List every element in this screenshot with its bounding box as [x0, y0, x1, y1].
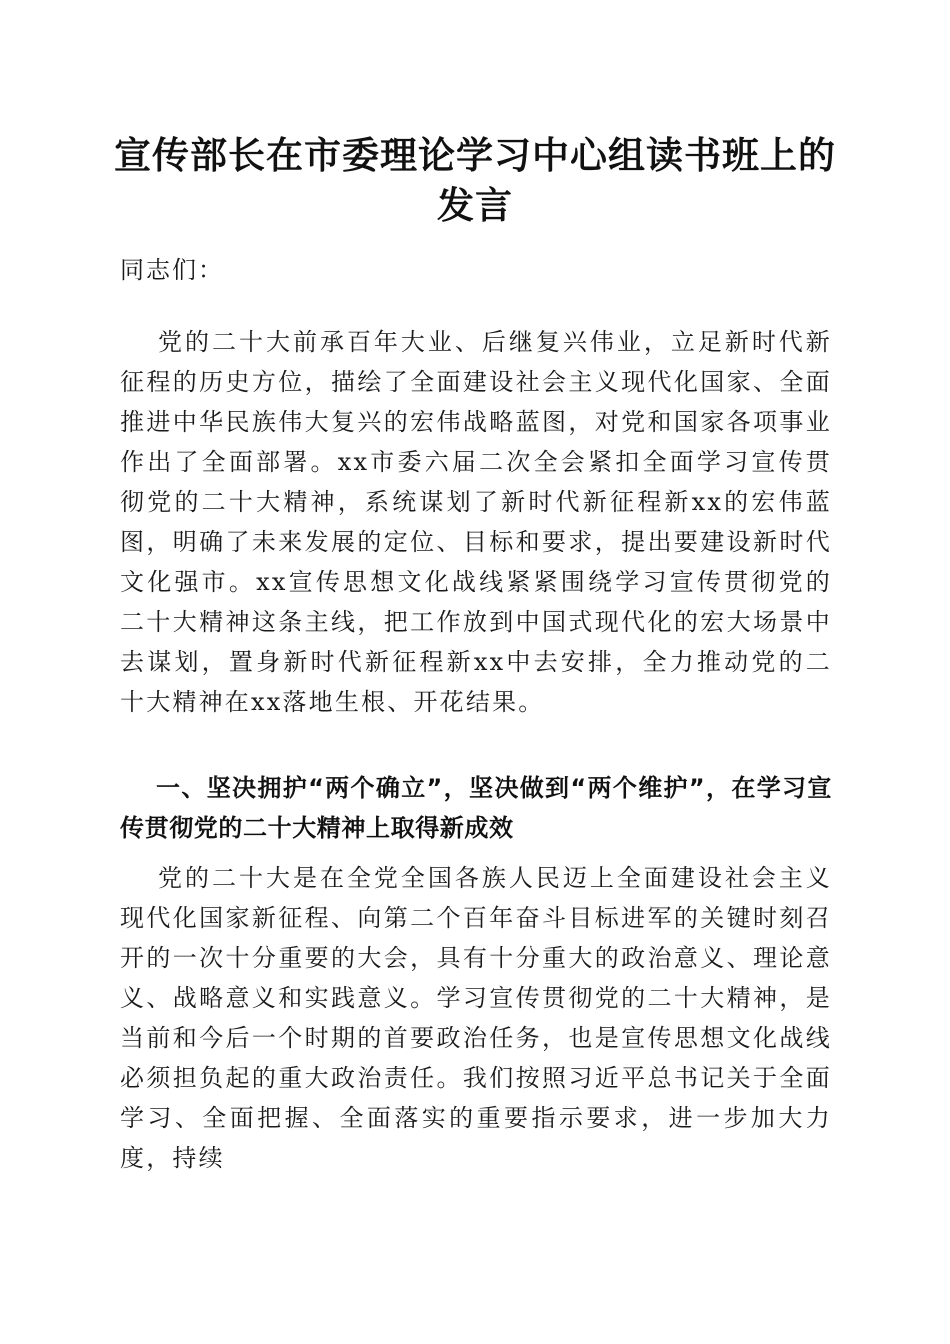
document-title: 宣传部长在市委理论学习中心组读书班上的发言: [114, 133, 836, 227]
section-heading-1: 一、坚决拥护“两个确立”，坚决做到“两个维护”，在学习宣传贯彻党的二十大精神上取得新成效: [120, 774, 832, 842]
paragraph-section-1: 党的二十大是在全党全国各族人民迈上全面建设社会主义现代化国家新征程、向第二个百年奋斗目标进军的关键时刻召开的一次十分重要的大会，具有十分重大的政治意义、理论意义、战略意义和实践意义。学习宣传贯彻党的二十大精神，是当前和今后一个时期的首要政治任务，也是宣传思想文化战线必须担负起的重大政治责任。我们按照习近平总书记关于全面学习、全面把握、全面落实的重要指示要求，进一步加大力度，持续: [120, 864, 832, 1172]
paragraph-intro: 党的二十大前承百年大业、后继复兴伟业，立足新时代新征程的历史方位，描绘了全面建设社会主义现代化国家、全面推进中华民族伟大复兴的宏伟战略蓝图，对党和国家各项事业作出了全面部署。xx市委六届二次全会紧扣全面学习宣传贯彻党的二十大精神，系统谋划了新时代新征程新xx的宏伟蓝图，明确了未来发展的定位、目标和要求，提出要建设新时代文化强市。xx宣传思想文化战线紧紧围绕学习宣传贯彻党的二十大精神这条主线，把工作放到中国式现代化的宏大场景中去谋划，置身新时代新征程新xx中去安排，全力推动党的二十大精神在xx落地生根、开花结果。: [120, 328, 832, 716]
salutation: 同志们：: [120, 256, 224, 284]
